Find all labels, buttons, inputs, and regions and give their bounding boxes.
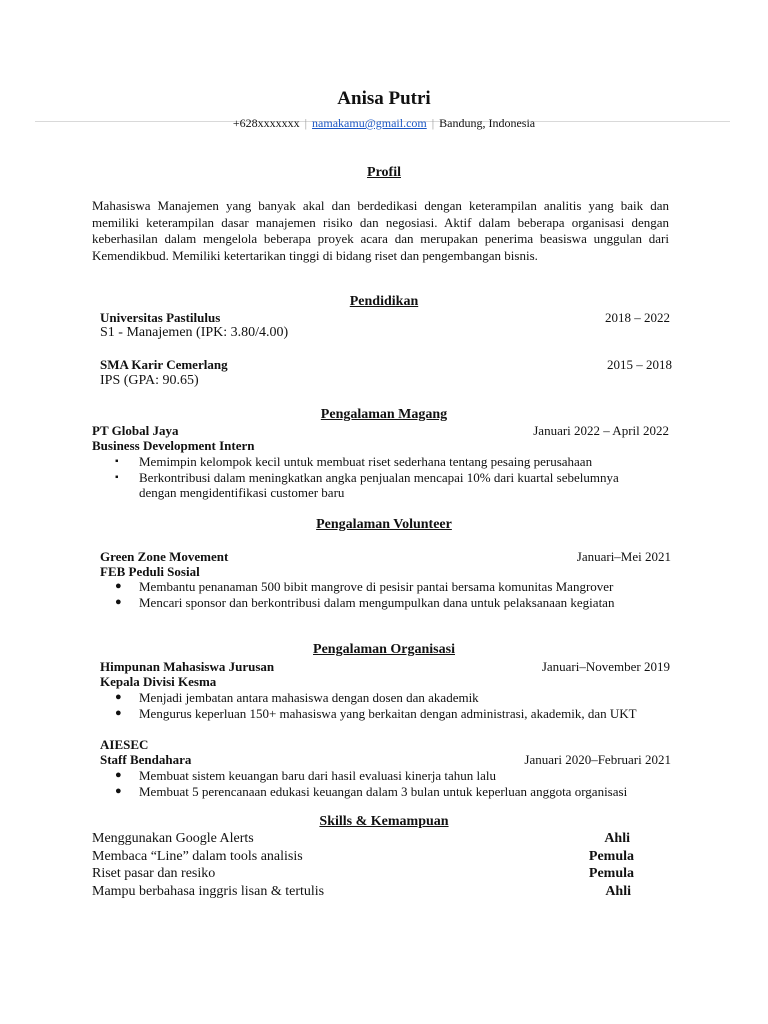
bullet-dot-icon: ● bbox=[115, 785, 122, 797]
section-heading-volunteer: Pengalaman Volunteer bbox=[316, 517, 452, 532]
section-heading-profil: Profil bbox=[367, 165, 401, 180]
profil-paragraph: Mahasiswa Manajemen yang banyak akal dan berdedikasi dengan keterampilan analitis yang baik dan memiliki keterampilan dasar manajemen risiko dan negosiasi. Aktif dalam beberapa organisasi dengan keberhasilan dalam mengelola beberapa proyek acara dan merupakan penerima beasiswa unggulan dari Kemendikbud. Memiliki ketertarikan tinggi di bidang riset dan pengembangan bisnis. bbox=[92, 198, 669, 263]
bullet-dot-icon: ● bbox=[115, 769, 122, 781]
bullet-square-icon: ▪ bbox=[115, 472, 119, 483]
organization-bullet: Mengurus keperluan 150+ mahasiswa yang berkaitan dengan administrasi, akademik, dan UKT bbox=[139, 706, 637, 721]
skill-name: Menggunakan Google Alerts bbox=[92, 831, 254, 846]
phone-number: +628xxxxxxx bbox=[232, 116, 300, 130]
organization-period: Januari 2020–Februari 2021 bbox=[524, 752, 671, 767]
section-heading-pendidikan: Pendidikan bbox=[349, 294, 419, 309]
email-link[interactable]: namakamu@gmail.com bbox=[312, 116, 427, 130]
section-heading-magang: Pengalaman Magang bbox=[320, 407, 448, 422]
organization-bullet: Membuat 5 perencanaan edukasi keuangan dalam 3 bulan untuk keperluan anggota organisasi bbox=[139, 784, 628, 799]
internship-bullet: dengan mengidentifikasi customer baru bbox=[139, 485, 345, 500]
skill-level: Pemula bbox=[588, 866, 634, 881]
skill-level: Ahli bbox=[604, 831, 630, 846]
bullet-dot-icon: ● bbox=[115, 580, 122, 592]
education-years: 2015 – 2018 bbox=[607, 357, 672, 372]
education-school: Universitas Pastilulus bbox=[100, 310, 221, 325]
volunteer-period: Januari–Mei 2021 bbox=[576, 549, 671, 564]
organization-name: Himpunan Mahasiswa Jurusan bbox=[100, 659, 275, 674]
section-heading-skills: Skills & Kemampuan bbox=[319, 814, 449, 829]
education-years: 2018 – 2022 bbox=[605, 310, 670, 325]
internship-role: Business Development Intern bbox=[92, 438, 255, 453]
organization-role: Kepala Divisi Kesma bbox=[100, 674, 217, 689]
volunteer-bullet: Membantu penanaman 500 bibit mangrove di pesisir pantai bersama komunitas Mangrover bbox=[139, 579, 614, 594]
volunteer-role: FEB Peduli Sosial bbox=[100, 564, 200, 579]
education-detail: S1 - Manajemen (IPK: 3.80/4.00) bbox=[100, 325, 289, 340]
section-heading-organisasi: Pengalaman Organisasi bbox=[313, 642, 455, 657]
resume-name: Anisa Putri bbox=[337, 88, 431, 109]
internship-period: Januari 2022 – April 2022 bbox=[533, 423, 669, 438]
skill-level: Ahli bbox=[605, 884, 631, 899]
bullet-square-icon: ▪ bbox=[115, 456, 119, 467]
skill-name: Mampu berbahasa inggris lisan & tertulis bbox=[92, 884, 325, 899]
location: Bandung, Indonesia bbox=[439, 116, 536, 130]
internship-bullet: Berkontribusi dalam meningkatkan angka penjualan mencapai 10% dari kuartal sebelumnya bbox=[139, 470, 619, 485]
internship-bullet: Memimpin kelompok kecil untuk membuat riset sederhana tentang pesaing perusahaan bbox=[139, 454, 593, 469]
organization-name: AIESEC bbox=[100, 737, 149, 752]
contact-separator: | bbox=[431, 116, 435, 130]
bullet-dot-icon: ● bbox=[115, 691, 122, 703]
education-detail: IPS (GPA: 90.65) bbox=[100, 373, 199, 388]
bullet-dot-icon: ● bbox=[115, 596, 122, 608]
skill-name: Membaca “Line” dalam tools analisis bbox=[92, 849, 303, 864]
volunteer-org: Green Zone Movement bbox=[100, 549, 229, 564]
volunteer-bullet: Mencari sponsor dan berkontribusi dalam mengumpulkan dana untuk pelaksanaan kegiatan bbox=[139, 595, 615, 610]
education-school: SMA Karir Cemerlang bbox=[100, 357, 228, 372]
contact-line bbox=[0, 116, 768, 131]
internship-company: PT Global Jaya bbox=[92, 423, 179, 438]
organization-role: Staff Bendahara bbox=[100, 752, 192, 767]
contact-separator: | bbox=[304, 116, 308, 130]
skill-level: Pemula bbox=[588, 849, 634, 864]
organization-bullet: Menjadi jembatan antara mahasiswa dengan dosen dan akademik bbox=[139, 690, 479, 705]
skill-name: Riset pasar dan resiko bbox=[92, 866, 216, 881]
bullet-dot-icon: ● bbox=[115, 707, 122, 719]
organization-bullet: Membuat sistem keuangan baru dari hasil evaluasi kinerja tahun lalu bbox=[139, 768, 497, 783]
organization-period: Januari–November 2019 bbox=[541, 659, 670, 674]
